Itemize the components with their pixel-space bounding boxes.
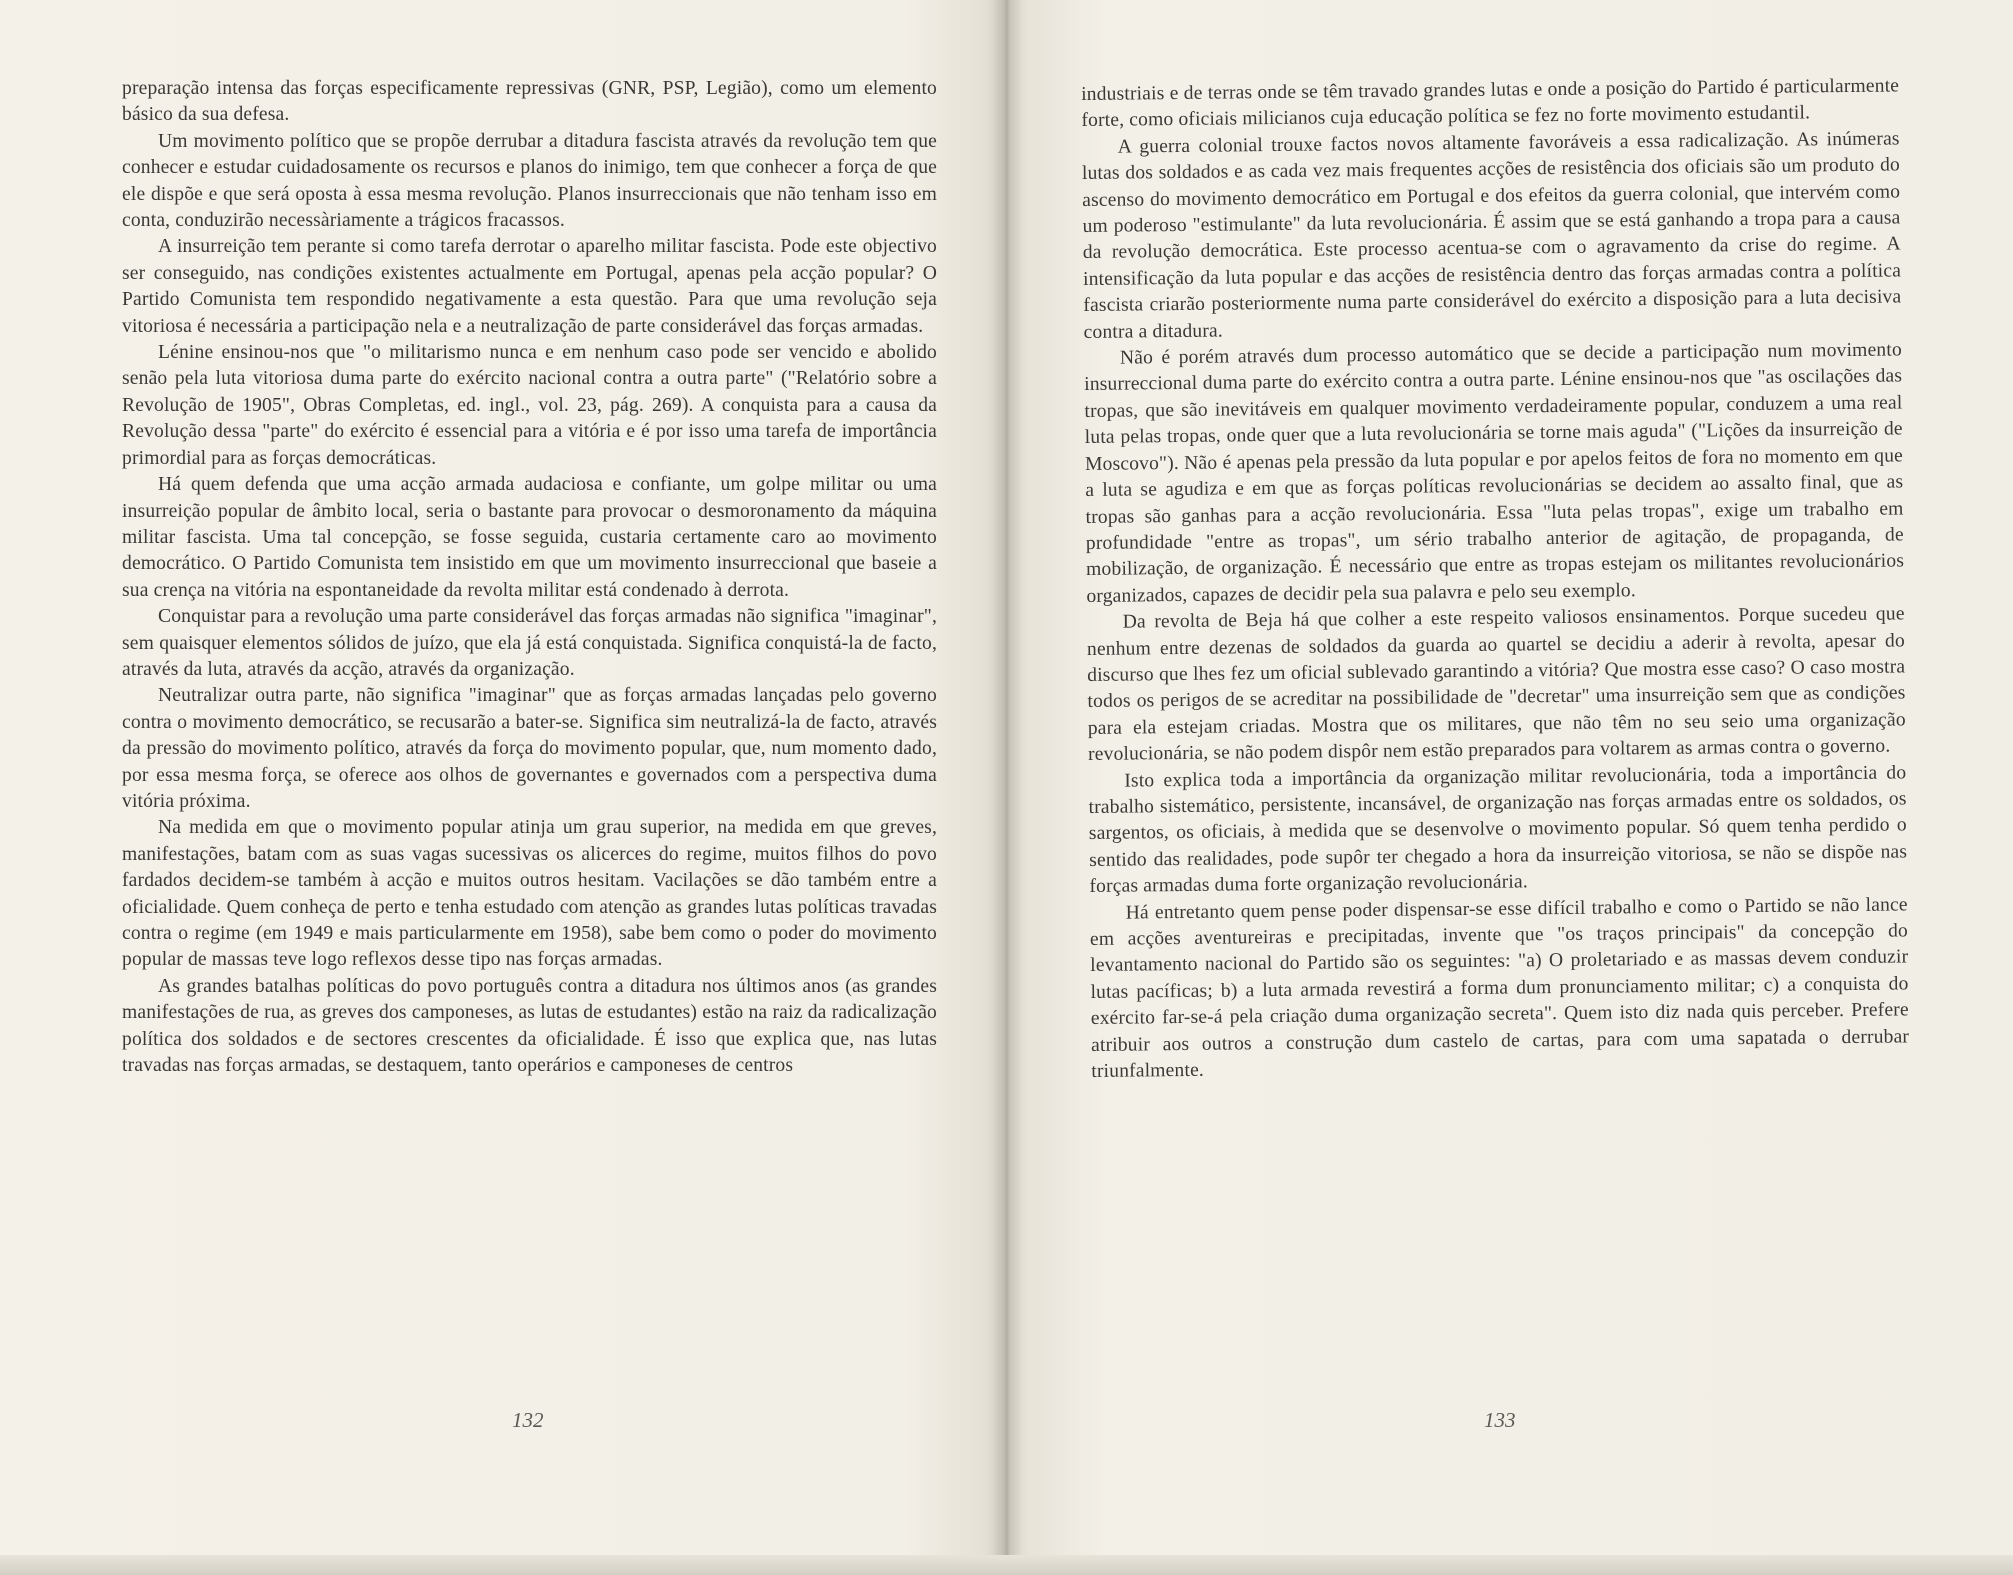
paragraph: Na medida em que o movimento popular atinja um grau superior, na medida em que greves, manifestações, batam com as suas vagas sucessivas os alicerces do regime, muitos filhos do povo fardados decidem-se também à acção e muitos outros hesitam. Vacilações se dão também entre a oficialidade. Quem conheça de perto e tenha estudado com atenção as grandes lutas políticas travadas contra o regime (em 1949 e mais particularmente em 1958), sabe bem como o poder do movimento popular de massas teve logo reflexos desse tipo nas forças armadas.	[122, 817, 937, 971]
paragraph: Isto explica toda a importância da organização militar revolucionária, toda a importância do trabalho sistemático, persistente, incansável, de organização nas forças armadas entre os soldados, os sargentos, os oficiais, à medida que se desenvolve o movimento popular. Só quem tenha perdido o sentido das realidades, pode supôr ter chegado a hora da insurreição vitoriosa, se não se dispõe nas forças armadas duma forte organização revolucionária.	[1088, 761, 1908, 898]
paragraph: industriais e de terras onde se têm travado grandes lutas e onde a posição do Partido é particularmente forte, como oficiais milicianos cuja educação política se fez no forte movimento estudantil.	[1081, 75, 1900, 132]
left-page-body	[122, 76, 937, 1079]
page-bottom-edge	[0, 1555, 2013, 1575]
paragraph: Neutralizar outra parte, não significa "imaginar" que as forças armadas lançadas pelo governo contra o movimento democrático, se recusarão a bater-se. Significa sim neutralizá-la de facto, através da pressão do movimento político, através da força do movimento popular, que, num momento dado, por essa mesma força, se oferece aos olhos de governantes e governados com a perspectiva duma vitória próxima.	[122, 685, 937, 812]
paragraph: A insurreição tem perante si como tarefa derrotar o aparelho militar fascista. Pode este objectivo ser conseguido, nas condições existentes actualmente em Portugal, apenas pela acção popular? O Partido Comunista tem respondido negativamente a esta questão. Para que uma revolução seja vitoriosa é necessária a participação nela e a neutralização de parte considerável das forças armadas.	[122, 236, 937, 337]
paragraph: Da revolta de Beja há que colher a este respeito valiosos ensinamentos. Porque sucedeu que nenhum entre dezenas de soldados da guarda ao quartel se decidiu a aderir à revolta, apesar do discurso que lhes fez um oficial sublevado garantindo a vitória? Que mostra esse caso? O caso mostra todos os perigos de se acreditar na possibilidade de "decretar" uma insurreição sem que as condições para ela estejam criadas. Mostra que os militares, que não têm no seu seio uma organização revolucionária, se não podem dispôr nem estão preparados para voltarem as armas contra o governo.	[1086, 603, 1906, 766]
paragraph: Há entretanto quem pense poder dispensar-se esse difícil trabalho e como o Partido se não lance em acções aventureiras e precipitadas, invente que "os traços principais" da concepção do levantamento nacional do Partido são os seguintes: "a) O proletariado e as massas devem conduzir lutas pacíficas; b) a luta armada revestirá a forma dum pronunciamento militar; c) a conquista do exército far-se-á pela criação duma organização secreta". Quem isto diz nada quis perceber. Prefere atribuir aos outros a construção dum castelo de cartas, para com uma sapatada o derrubar triunfalmente.	[1089, 893, 1910, 1082]
page-number: 132	[512, 1408, 544, 1432]
paragraph: Conquistar para a revolução uma parte considerável das forças armadas não significa "imaginar", sem quaisquer elementos sólidos de juízo, que ela já está conquistada. Significa conquistá-la de facto, através da luta, através da acção, através da organização.	[122, 606, 937, 680]
right-page-body	[1081, 73, 1909, 1085]
paragraph: Lénine ensinou-nos que "o militarismo nunca e em nenhum caso pode ser vencido e abolido senão pela luta vitoriosa duma parte do exército nacional contra a outra parte" ("Relatório sobre a Revolução de 1905", Obras Completas, ed. ingl., vol. 23, pág. 269). A conquista para a causa da Revolução dessa "parte" do exército é essencial para a vitória e é por isso uma tarefa de importância primordial para as forças democráticas.	[122, 342, 937, 469]
paragraph: As grandes batalhas políticas do povo português contra a ditadura nos últimos anos (as grandes manifestações de rua, as greves dos camponeses, as lutas de estudantes) estão na raiz da radicalização política dos soldados e de sectores crescentes da oficialidade. É isso que explica que, nas lutas travadas nas forças armadas, se destaquem, tanto operários e camponeses de centros	[122, 975, 937, 1077]
paragraph: Há quem defenda que uma acção armada audaciosa e confiante, um golpe militar ou uma insurreição popular de âmbito local, seria o bastante para provocar o desmoronamento da máquina militar fascista. Uma tal concepção, se fosse seguida, custaria certamente caro ao movimento democrático. O Partido Comunista tem insistido em que um movimento insurreccional que baseie a sua crença na vitória na espontaneidade da revolta militar está condenado à derrota.	[122, 474, 937, 601]
left-page	[0, 0, 1006, 1575]
book-gutter	[985, 0, 1027, 1575]
paragraph: Não é porém através dum processo automático que se decide a participação num movimento insurreccional duma parte do exército contra a outra parte. Lénine ensinou-nos que "as oscilações das tropas, que são inevitáveis em qualquer movimento verdadeiramente popular, conduzem a uma real luta pelas tropas, onde quer que a luta revolucionária se torne mais aguda" ("Lições da insurreição de Moscovo"). Não é apenas pela pressão da luta popular e por apelos feitos de fora no momento em que a luta se agudiza e em que as forças políticas revolucionárias se decidem ao assalto final, que as tropas são ganhas para a acção revolucionária. Essa "luta pelas tropas", exige um trabalho em profundidade "entre as tropas", um sério trabalho anterior de agitação, de propaganda, de mobilização, de organização. É necessário que entre as tropas estejam os militantes revolucionários organizados, capazes de decidir pela sua palavra e pelo seu exemplo.	[1084, 339, 1905, 607]
right-page	[1007, 0, 2013, 1575]
paragraph: Um movimento político que se propõe derrubar a ditadura fascista através da revolução tem que conhecer e estudar cuidadosamente os recursos e planos do inimigo, tem que conhecer a força de que ele dispõe e que será oposta à essa mesma revolução. Planos insurreccionais que não tenham isso em conta, conduzirão necessàriamente a trágicos fracassos.	[122, 130, 937, 232]
paragraph: preparação intensa das forças especificamente repressivas (GNR, PSP, Legião), como um elemento básico da sua defesa.	[122, 78, 937, 126]
page-number: 133	[1484, 1408, 1516, 1432]
paragraph: A guerra colonial trouxe factos novos altamente favoráveis a essa radicalização. As inúmeras lutas dos soldados e as cada vez mais frequentes acções de resistência dos oficiais são um produto do ascenso do movimento democrático em Portugal e dos efeitos da guerra colonial, que intervém como um poderoso "estimulante" da luta revolucionária. É assim que se está ganhando a tropa para a causa da revolução democrática. Este processo acentua-se com o agravamento da crise do regime. A intensificação da luta popular e das acções de resistência dentro das forças armadas contra a política fascista criarão posteriormente numa parte considerável do exército a disposição para a luta decisiva contra a ditadura.	[1081, 128, 1902, 343]
